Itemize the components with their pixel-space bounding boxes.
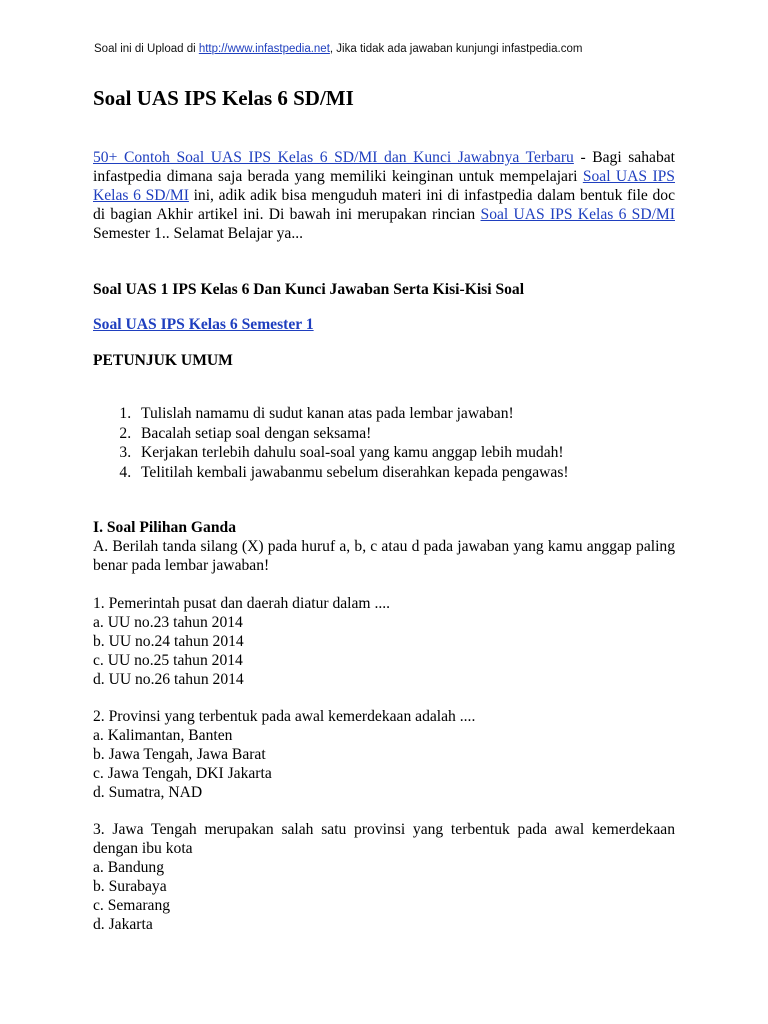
question-text: 3. Jawa Tengah merupakan salah satu provinsi yang terbentuk pada awal kemerdekaan dengan ibu kota: [93, 821, 675, 857]
rule-item: 1. Tulislah namamu di sudut kanan atas pada lembar jawaban!: [135, 404, 675, 424]
answer-option: d. Sumatra, NAD: [93, 784, 203, 801]
section-instruction: A. Berilah tanda silang (X) pada huruf a, b, c atau d pada jawaban yang kamu anggap paling benar pada lembar jawaban!: [93, 538, 675, 574]
upload-notice-prefix: Soal ini di Upload di: [94, 43, 199, 55]
intro-paragraph: [93, 148, 675, 243]
page-title: Soal UAS IPS Kelas 6 SD/MI: [93, 86, 354, 110]
intro-link-soal[interactable]: Soal UAS IPS Kelas 6 SD/MI: [93, 168, 675, 204]
question-text: 1. Pemerintah pusat dan daerah diatur dalam ....: [93, 595, 391, 612]
answer-option: b. Surabaya: [93, 878, 167, 895]
answer-option: b. UU no.24 tahun 2014: [93, 633, 244, 650]
question-2: [93, 707, 675, 802]
answer-option: a. UU no.23 tahun 2014: [93, 614, 243, 631]
answer-option: d. UU no.26 tahun 2014: [93, 671, 244, 688]
intro-text-1: - Bagi sahabat infastpedia dimana saja berada yang memiliki keinginan untuk mempelajari: [93, 149, 675, 185]
answer-option: b. Jawa Tengah, Jawa Barat: [93, 746, 266, 763]
intro-link-rincian[interactable]: Soal UAS IPS Kelas 6 SD/MI: [480, 206, 675, 223]
rules-list: [93, 404, 675, 482]
answer-option: c. Jawa Tengah, DKI Jakarta: [93, 765, 272, 782]
question-text: 2. Provinsi yang terbentuk pada awal kemerdekaan adalah ....: [93, 708, 476, 725]
answer-option: c. UU no.25 tahun 2014: [93, 652, 243, 669]
upload-notice-suffix: , Jika tidak ada jawaban kunjungi infastpedia.com: [329, 43, 583, 55]
upload-notice: [94, 43, 694, 55]
rule-item: 4. Telitilah kembali jawabanmu sebelum diserahkan kepada pengawas!: [135, 463, 675, 483]
answer-option: a. Kalimantan, Banten: [93, 727, 233, 744]
rule-item: 3. Kerjakan terlebih dahulu soal-soal yang kamu anggap lebih mudah!: [135, 443, 675, 463]
answer-option: c. Semarang: [93, 897, 171, 914]
answer-option: d. Jakarta: [93, 916, 153, 933]
petunjuk-heading: PETUNJUK UMUM: [93, 352, 233, 369]
intro-text-3: Semester 1.. Selamat Belajar ya...: [93, 225, 304, 242]
multiple-choice-section: [93, 518, 675, 575]
question-3: [93, 820, 675, 934]
semester-heading: [93, 315, 675, 334]
subheading: Soal UAS 1 IPS Kelas 6 Dan Kunci Jawaban Serta Kisi-Kisi Soal: [93, 281, 525, 298]
intro-text-2: ini, adik adik bisa menguduh materi ini di infastpedia dalam bentuk file doc di bagian Akhir artikel ini. Di bawah ini merupakan rincian: [93, 187, 675, 223]
infastpedia-link[interactable]: http://www.infastpedia.net: [198, 43, 330, 55]
rule-item: 2. Bacalah setiap soal dengan seksama!: [135, 424, 675, 444]
answer-option: a. Bandung: [93, 859, 165, 876]
section-heading: I. Soal Pilihan Ganda: [93, 519, 236, 536]
intro-link-main[interactable]: 50+ Contoh Soal UAS IPS Kelas 6 SD/MI dan Kunci Jawabnya Terbaru: [93, 149, 574, 166]
semester-link[interactable]: Soal UAS IPS Kelas 6 Semester 1: [93, 316, 314, 333]
question-1: [93, 594, 675, 689]
